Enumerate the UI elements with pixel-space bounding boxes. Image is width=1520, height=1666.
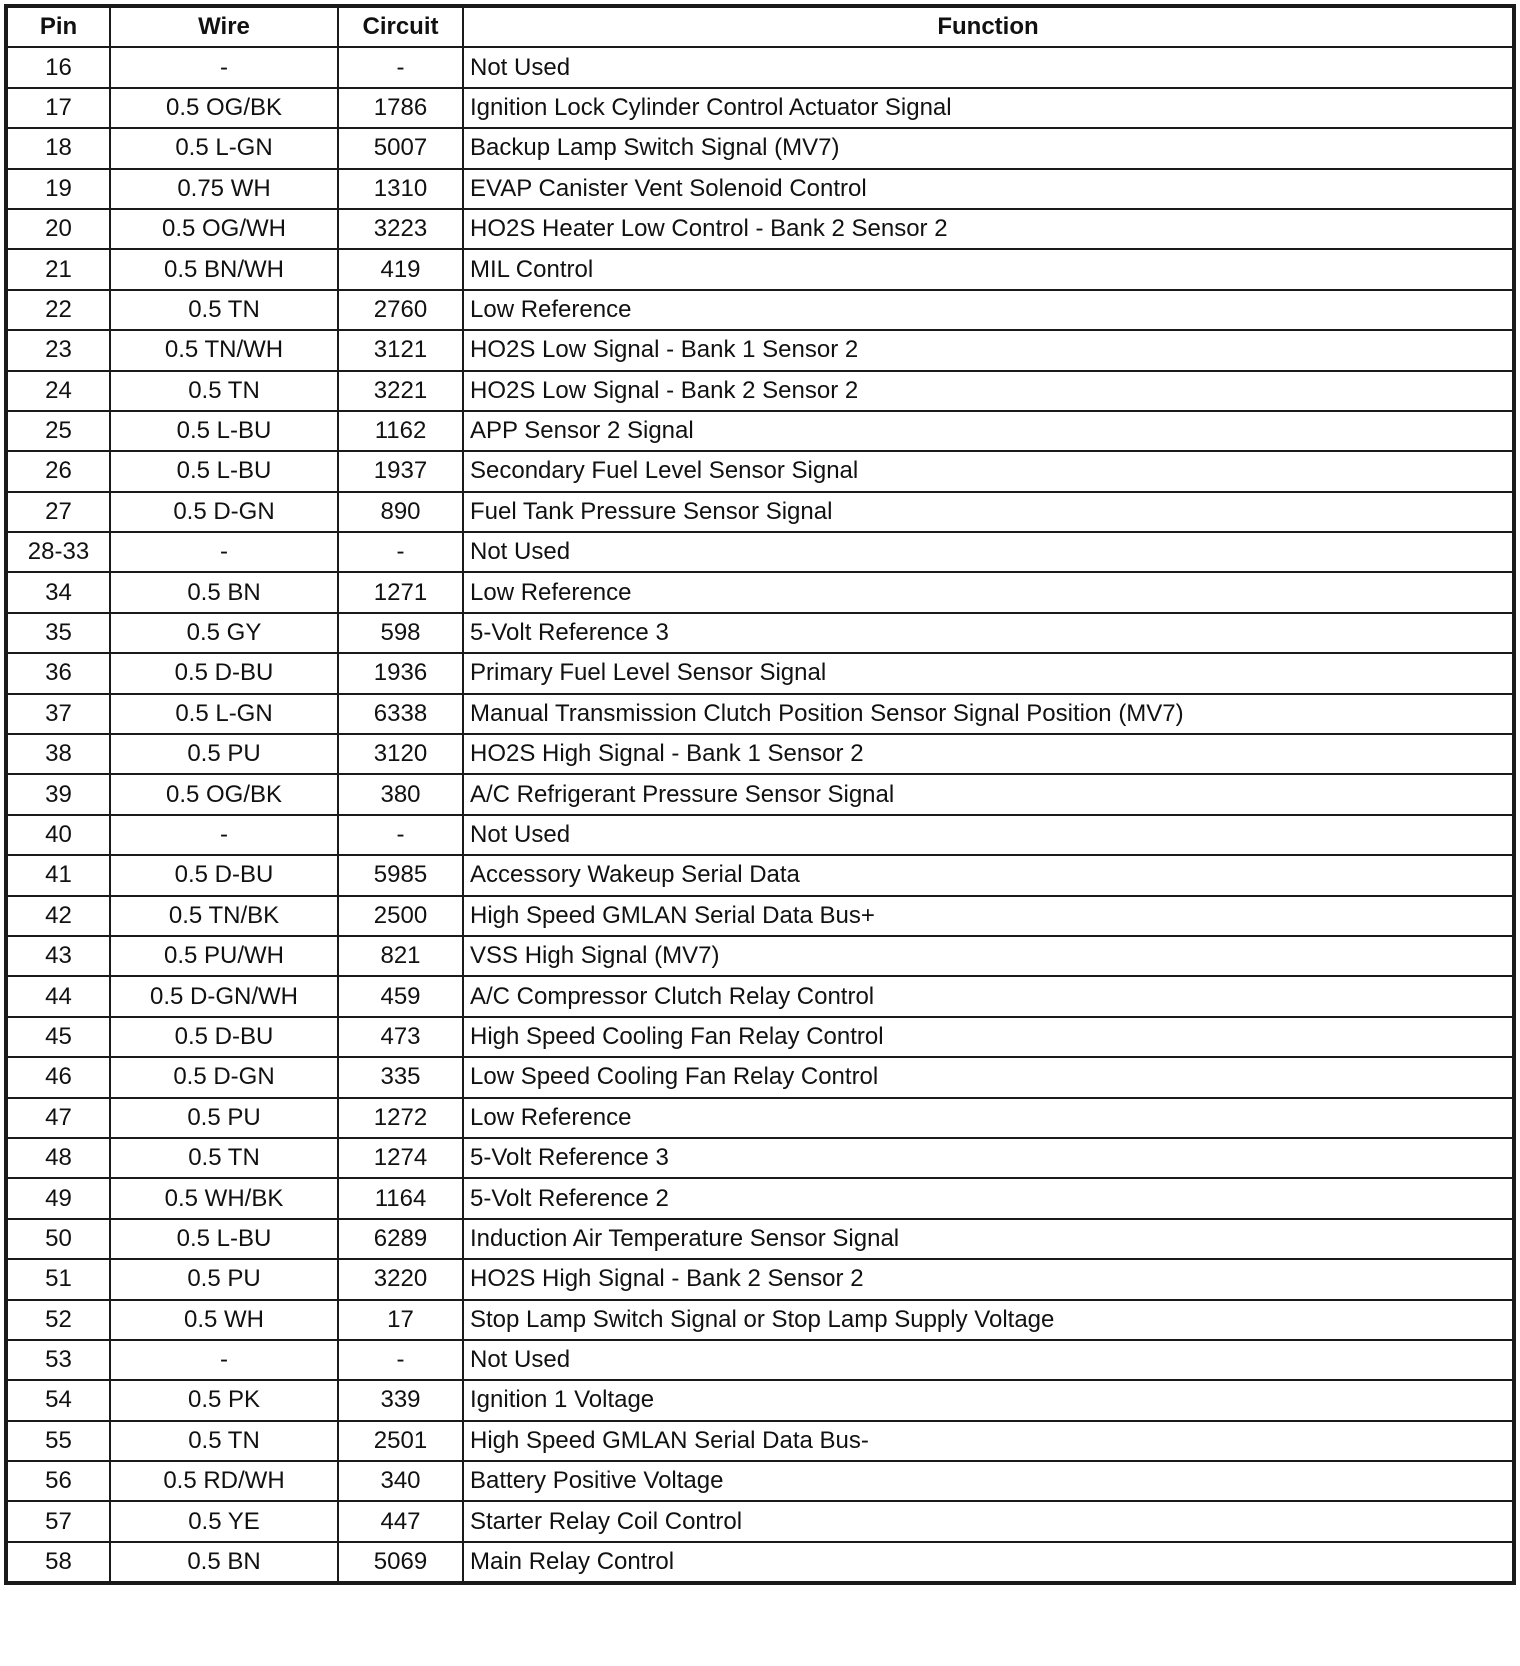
table-row (7, 855, 1513, 895)
table-row (7, 492, 1513, 532)
wire-cell: 0.5 YE (110, 1501, 338, 1541)
table-row (7, 451, 1513, 491)
pin-cell: 26 (7, 451, 110, 491)
circuit-cell: - (338, 532, 463, 572)
function-cell: Low Speed Cooling Fan Relay Control (463, 1057, 1513, 1097)
table-row (7, 1138, 1513, 1178)
pin-cell: 25 (7, 411, 110, 451)
pin-cell: 48 (7, 1138, 110, 1178)
function-cell: Ignition Lock Cylinder Control Actuator Signal (463, 88, 1513, 128)
wire-cell: 0.5 TN (110, 1138, 338, 1178)
function-cell: Low Reference (463, 572, 1513, 612)
pin-cell: 18 (7, 128, 110, 168)
wire-cell: 0.5 TN (110, 1421, 338, 1461)
circuit-cell: 821 (338, 936, 463, 976)
table-row (7, 774, 1513, 814)
table-row (7, 1501, 1513, 1541)
wire-cell: 0.5 TN/WH (110, 330, 338, 370)
function-cell: A/C Compressor Clutch Relay Control (463, 976, 1513, 1016)
wire-cell: - (110, 1340, 338, 1380)
wire-cell: 0.5 L-BU (110, 1219, 338, 1259)
wire-cell: 0.5 PU (110, 1098, 338, 1138)
wire-cell: 0.5 PU (110, 1259, 338, 1299)
pin-cell: 57 (7, 1501, 110, 1541)
circuit-cell: 335 (338, 1057, 463, 1097)
circuit-cell: 6289 (338, 1219, 463, 1259)
pin-cell: 17 (7, 88, 110, 128)
wire-cell: 0.5 WH (110, 1300, 338, 1340)
function-cell: VSS High Signal (MV7) (463, 936, 1513, 976)
circuit-cell: 598 (338, 613, 463, 653)
pin-cell: 20 (7, 209, 110, 249)
pin-cell: 39 (7, 774, 110, 814)
circuit-cell: 1786 (338, 88, 463, 128)
function-cell: Primary Fuel Level Sensor Signal (463, 653, 1513, 693)
table-row (7, 209, 1513, 249)
circuit-cell: 890 (338, 492, 463, 532)
function-cell: Not Used (463, 532, 1513, 572)
circuit-cell: 3120 (338, 734, 463, 774)
pin-cell: 35 (7, 613, 110, 653)
function-cell: Main Relay Control (463, 1542, 1513, 1582)
circuit-cell: 5007 (338, 128, 463, 168)
function-cell: MIL Control (463, 249, 1513, 289)
table-row (7, 1542, 1513, 1582)
circuit-cell: 2501 (338, 1421, 463, 1461)
circuit-cell: 2500 (338, 896, 463, 936)
function-cell: Secondary Fuel Level Sensor Signal (463, 451, 1513, 491)
function-cell: High Speed Cooling Fan Relay Control (463, 1017, 1513, 1057)
function-cell: HO2S Heater Low Control - Bank 2 Sensor 2 (463, 209, 1513, 249)
function-cell: High Speed GMLAN Serial Data Bus- (463, 1421, 1513, 1461)
function-cell: HO2S High Signal - Bank 2 Sensor 2 (463, 1259, 1513, 1299)
circuit-cell: 459 (338, 976, 463, 1016)
circuit-cell: 339 (338, 1380, 463, 1420)
pin-cell: 36 (7, 653, 110, 693)
pin-cell: 45 (7, 1017, 110, 1057)
wire-cell: - (110, 815, 338, 855)
function-cell: 5-Volt Reference 3 (463, 613, 1513, 653)
table-row (7, 249, 1513, 289)
table-row (7, 1259, 1513, 1299)
pin-cell: 58 (7, 1542, 110, 1582)
pin-cell: 34 (7, 572, 110, 612)
wire-cell: 0.5 OG/WH (110, 209, 338, 249)
table-row (7, 330, 1513, 370)
table-body (7, 47, 1513, 1582)
table-row (7, 734, 1513, 774)
table-row (7, 613, 1513, 653)
pin-cell: 56 (7, 1461, 110, 1501)
pin-cell: 50 (7, 1219, 110, 1259)
table-row (7, 88, 1513, 128)
table-row (7, 1057, 1513, 1097)
function-cell: HO2S Low Signal - Bank 1 Sensor 2 (463, 330, 1513, 370)
circuit-cell: 6338 (338, 694, 463, 734)
pin-cell: 46 (7, 1057, 110, 1097)
wire-cell: 0.5 L-GN (110, 694, 338, 734)
wire-cell: 0.5 BN/WH (110, 249, 338, 289)
function-cell: Stop Lamp Switch Signal or Stop Lamp Supply Voltage (463, 1300, 1513, 1340)
function-cell: 5-Volt Reference 3 (463, 1138, 1513, 1178)
circuit-cell: 1164 (338, 1178, 463, 1218)
table-row (7, 1098, 1513, 1138)
wire-cell: 0.5 D-BU (110, 855, 338, 895)
function-cell: Accessory Wakeup Serial Data (463, 855, 1513, 895)
table-row (7, 1461, 1513, 1501)
wire-cell: 0.5 PU (110, 734, 338, 774)
wire-cell: 0.5 D-GN (110, 1057, 338, 1097)
function-cell: Not Used (463, 1340, 1513, 1380)
table-row (7, 128, 1513, 168)
pin-cell: 49 (7, 1178, 110, 1218)
pin-cell: 53 (7, 1340, 110, 1380)
pin-cell: 27 (7, 492, 110, 532)
wire-cell: 0.5 PU/WH (110, 936, 338, 976)
circuit-cell: - (338, 815, 463, 855)
pin-cell: 44 (7, 976, 110, 1016)
table-row (7, 815, 1513, 855)
table-header-row (7, 7, 1513, 47)
table-row (7, 1300, 1513, 1340)
wire-cell: - (110, 47, 338, 87)
circuit-cell: 340 (338, 1461, 463, 1501)
wire-cell: 0.5 OG/BK (110, 774, 338, 814)
table-row (7, 47, 1513, 87)
wire-cell: - (110, 532, 338, 572)
table-row (7, 1219, 1513, 1259)
table-row (7, 411, 1513, 451)
wire-cell: 0.5 BN (110, 572, 338, 612)
pin-cell: 21 (7, 249, 110, 289)
wire-cell: 0.5 D-GN (110, 492, 338, 532)
function-cell: Not Used (463, 47, 1513, 87)
function-cell: High Speed GMLAN Serial Data Bus+ (463, 896, 1513, 936)
circuit-cell: 3223 (338, 209, 463, 249)
function-cell: Low Reference (463, 1098, 1513, 1138)
circuit-cell: 1271 (338, 572, 463, 612)
pin-cell: 43 (7, 936, 110, 976)
table-row (7, 1340, 1513, 1380)
circuit-cell: 1936 (338, 653, 463, 693)
wire-cell: 0.5 WH/BK (110, 1178, 338, 1218)
function-cell: Battery Positive Voltage (463, 1461, 1513, 1501)
circuit-cell: 380 (338, 774, 463, 814)
circuit-cell: 1937 (338, 451, 463, 491)
function-cell: Backup Lamp Switch Signal (MV7) (463, 128, 1513, 168)
pin-cell: 22 (7, 290, 110, 330)
pin-cell: 47 (7, 1098, 110, 1138)
pin-cell: 23 (7, 330, 110, 370)
pin-cell: 16 (7, 47, 110, 87)
pinout-table-container (6, 6, 1514, 1583)
wire-cell: 0.5 TN (110, 290, 338, 330)
table-row (7, 1178, 1513, 1218)
pin-cell: 28-33 (7, 532, 110, 572)
wire-cell: 0.75 WH (110, 169, 338, 209)
wire-cell: 0.5 L-BU (110, 451, 338, 491)
circuit-cell: - (338, 47, 463, 87)
circuit-cell: 3220 (338, 1259, 463, 1299)
circuit-cell: 473 (338, 1017, 463, 1057)
pin-cell: 42 (7, 896, 110, 936)
header-wire: Wire (110, 7, 338, 47)
wire-cell: 0.5 D-BU (110, 1017, 338, 1057)
pin-cell: 24 (7, 371, 110, 411)
wire-cell: 0.5 OG/BK (110, 88, 338, 128)
function-cell: A/C Refrigerant Pressure Sensor Signal (463, 774, 1513, 814)
circuit-cell: 419 (338, 249, 463, 289)
wire-cell: 0.5 D-BU (110, 653, 338, 693)
circuit-cell: 17 (338, 1300, 463, 1340)
table-row (7, 653, 1513, 693)
table-row (7, 371, 1513, 411)
circuit-cell: 3221 (338, 371, 463, 411)
table-row (7, 290, 1513, 330)
circuit-cell: 1274 (338, 1138, 463, 1178)
pin-cell: 52 (7, 1300, 110, 1340)
pin-cell: 38 (7, 734, 110, 774)
wire-cell: 0.5 GY (110, 613, 338, 653)
circuit-cell: - (338, 1340, 463, 1380)
circuit-cell: 5985 (338, 855, 463, 895)
connector-pinout-table (6, 6, 1514, 1583)
function-cell: Ignition 1 Voltage (463, 1380, 1513, 1420)
circuit-cell: 1162 (338, 411, 463, 451)
pin-cell: 55 (7, 1421, 110, 1461)
circuit-cell: 5069 (338, 1542, 463, 1582)
function-cell: Fuel Tank Pressure Sensor Signal (463, 492, 1513, 532)
table-row (7, 976, 1513, 1016)
circuit-cell: 3121 (338, 330, 463, 370)
pin-cell: 41 (7, 855, 110, 895)
table-row (7, 896, 1513, 936)
header-pin: Pin (7, 7, 110, 47)
pin-cell: 19 (7, 169, 110, 209)
function-cell: Not Used (463, 815, 1513, 855)
wire-cell: 0.5 D-GN/WH (110, 976, 338, 1016)
circuit-cell: 1272 (338, 1098, 463, 1138)
pin-cell: 40 (7, 815, 110, 855)
function-cell: Starter Relay Coil Control (463, 1501, 1513, 1541)
function-cell: 5-Volt Reference 2 (463, 1178, 1513, 1218)
table-row (7, 572, 1513, 612)
function-cell: EVAP Canister Vent Solenoid Control (463, 169, 1513, 209)
wire-cell: 0.5 L-BU (110, 411, 338, 451)
table-row (7, 1421, 1513, 1461)
table-row (7, 169, 1513, 209)
header-circuit: Circuit (338, 7, 463, 47)
pin-cell: 51 (7, 1259, 110, 1299)
circuit-cell: 447 (338, 1501, 463, 1541)
function-cell: Manual Transmission Clutch Position Sensor Signal Position (MV7) (463, 694, 1513, 734)
header-function: Function (463, 7, 1513, 47)
wire-cell: 0.5 BN (110, 1542, 338, 1582)
function-cell: APP Sensor 2 Signal (463, 411, 1513, 451)
circuit-cell: 1310 (338, 169, 463, 209)
table-row (7, 694, 1513, 734)
wire-cell: 0.5 TN (110, 371, 338, 411)
circuit-cell: 2760 (338, 290, 463, 330)
pin-cell: 37 (7, 694, 110, 734)
table-row (7, 1380, 1513, 1420)
wire-cell: 0.5 PK (110, 1380, 338, 1420)
function-cell: HO2S Low Signal - Bank 2 Sensor 2 (463, 371, 1513, 411)
table-row (7, 532, 1513, 572)
table-row (7, 936, 1513, 976)
function-cell: HO2S High Signal - Bank 1 Sensor 2 (463, 734, 1513, 774)
function-cell: Low Reference (463, 290, 1513, 330)
wire-cell: 0.5 RD/WH (110, 1461, 338, 1501)
table-row (7, 1017, 1513, 1057)
wire-cell: 0.5 TN/BK (110, 896, 338, 936)
wire-cell: 0.5 L-GN (110, 128, 338, 168)
function-cell: Induction Air Temperature Sensor Signal (463, 1219, 1513, 1259)
pin-cell: 54 (7, 1380, 110, 1420)
